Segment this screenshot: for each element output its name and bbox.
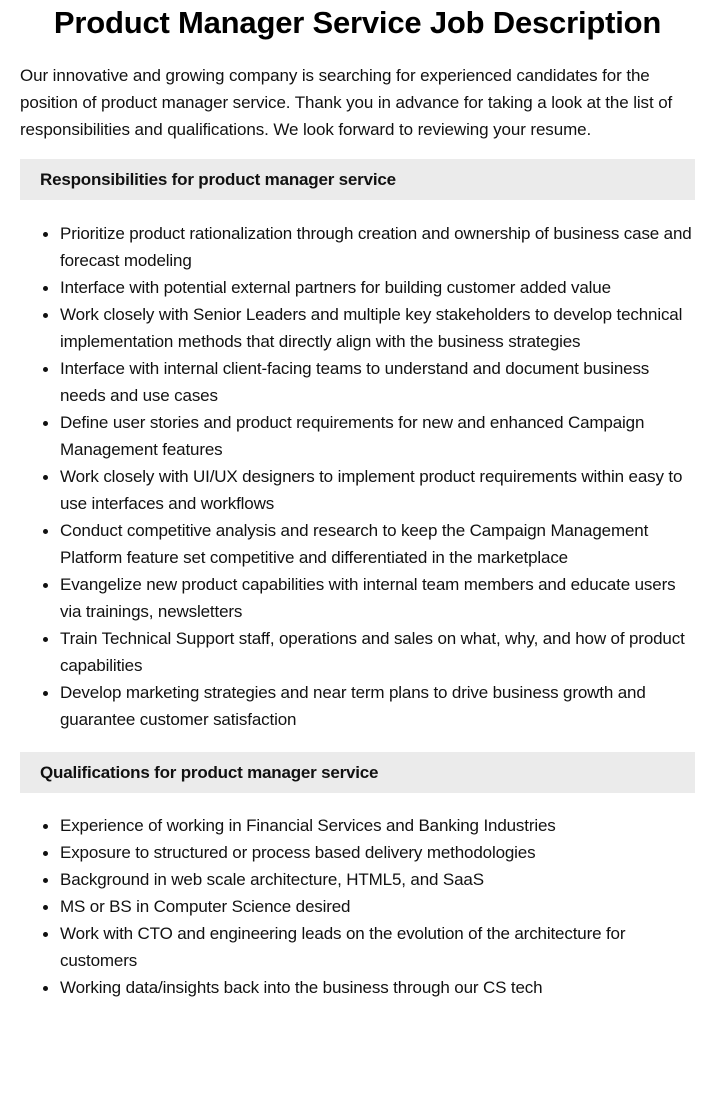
list-item: Interface with internal client-facing teams to understand and document business needs and use cases — [60, 355, 695, 409]
responsibilities-list — [20, 220, 695, 733]
responsibilities-heading: Responsibilities for product manager service — [20, 159, 695, 200]
list-item: Train Technical Support staff, operations and sales on what, why, and how of product capabilities — [60, 625, 695, 679]
list-item: Prioritize product rationalization through creation and ownership of business case and forecast modeling — [60, 220, 695, 274]
list-item: Exposure to structured or process based delivery methodologies — [60, 839, 695, 866]
list-item: Work closely with Senior Leaders and multiple key stakeholders to develop technical implementation methods that directly align with the business strategies — [60, 301, 695, 355]
list-item: Develop marketing strategies and near term plans to drive business growth and guarantee customer satisfaction — [60, 679, 695, 733]
list-item: MS or BS in Computer Science desired — [60, 893, 695, 920]
list-item: Define user stories and product requirements for new and enhanced Campaign Management features — [60, 409, 695, 463]
page-title: Product Manager Service Job Description — [53, 5, 662, 40]
list-item: Work with CTO and engineering leads on the evolution of the architecture for customers — [60, 920, 695, 974]
qualifications-list — [20, 812, 695, 1001]
list-item: Work closely with UI/UX designers to implement product requirements within easy to use interfaces and workflows — [60, 463, 695, 517]
list-item: Background in web scale architecture, HTML5, and SaaS — [60, 866, 695, 893]
list-item: Experience of working in Financial Services and Banking Industries — [60, 812, 695, 839]
list-item: Working data/insights back into the business through our CS tech — [60, 974, 695, 1001]
qualifications-heading: Qualifications for product manager service — [20, 752, 695, 793]
list-item: Conduct competitive analysis and research to keep the Campaign Management Platform feature set competitive and differentiated in the marketplace — [60, 517, 695, 571]
list-item: Interface with potential external partners for building customer added value — [60, 274, 695, 301]
list-item: Evangelize new product capabilities with internal team members and educate users via trainings, newsletters — [60, 571, 695, 625]
intro-paragraph: Our innovative and growing company is searching for experienced candidates for the position of product manager service. Thank you in advance for taking a look at the list of responsibilities and qualifications. We look forward to reviewing your resume. — [20, 66, 673, 139]
